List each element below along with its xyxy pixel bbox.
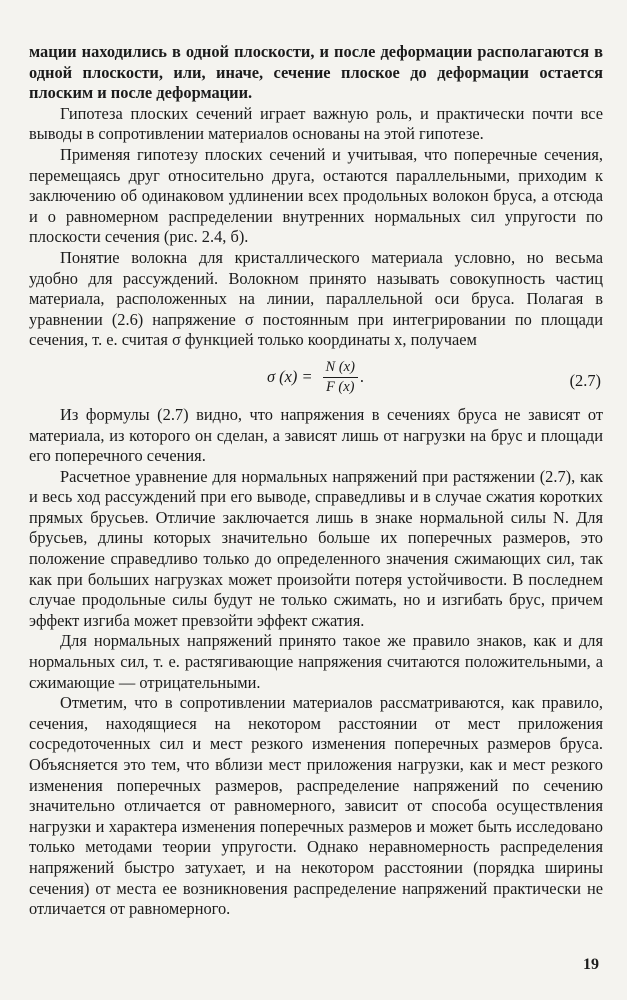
paragraph-stress-concentration: Отметим, что в сопротивлении материалов рассматриваются, как правило, сечения, находящиеся на некотором расстоянии от мест приложения сосредоточенных сил и мест резкого изменения поперечных размеров бруса. Объясняется это тем, что вблизи мест приложения нагрузки, как и мест резкого изменения поперечных размеров, распределение напряжений по сечению значительно отличается от равномерного, зависит от способа осуществления нагрузки и характера изменения поперечных размеров и может быть исследовано только методами теории упругости. Однако неравномерность распределения напряжений быстро затухает, и на некотором расстоянии (порядка ширины сечения) от места ее возникновения распределение напряжений практически не отличается от равномерного. bbox=[29, 693, 603, 919]
equation-number: (2.7) bbox=[569, 370, 601, 390]
paragraph-fiber-concept: Понятие волокна для кристаллического материала условно, но весьма удобно для рассуждений. Волокном принято называть совокупность частиц материала, расположенных на линии, параллельной оси бруса. Полагая в уравнении (2.6) напряжение σ постоянным при интегрировании по площади сечения, т. е. считая σ функцией только координаты x, получаем bbox=[29, 247, 603, 350]
formula-fraction bbox=[323, 359, 358, 396]
page-number: 19 bbox=[583, 956, 599, 973]
formula-numerator: N (x) bbox=[323, 359, 358, 378]
formula-expression bbox=[267, 359, 364, 396]
paragraph-hypothesis-role: Гипотеза плоских сечений играет важную роль, и практически почти все выводы в сопротивлении материалов основаны на этой гипотезе. bbox=[29, 103, 603, 144]
paragraph-continuation: мации находились в одной плоскости, и после деформации располагаются в одной плоскости, или, иначе, сечение плоское до деформации остается плоским и после деформации. bbox=[29, 42, 603, 103]
page-body bbox=[29, 42, 603, 920]
paragraph-compression: Расчетное уравнение для нормальных напряжений при растяжении (2.7), как и весь ход рассуждений при его выводе, справедливы и в случае сжатия коротких прямых брусьев. Отличие заключается лишь в знаке нормальной силы N. Для брусьев, длины которых значительно больше их поперечных размеров, это положение справедливо только до определенного значения сжимающих сил, так как при больших нагрузках может произойти потеря устойчивости. В последнем случае продольные силы будут не только сжимать, но и изгибать брус, причем эффект изгиба может превзойти эффект сжатия. bbox=[29, 466, 603, 630]
formula-2-7 bbox=[29, 351, 603, 405]
formula-lhs: σ (x) = bbox=[267, 367, 313, 387]
formula-period: . bbox=[359, 367, 365, 387]
paragraph-formula-conclusion: Из формулы (2.7) видно, что напряжения в сечениях бруса не зависят от материала, из которого он сделан, а зависят лишь от нагрузки на брус и площади его поперечного сечения. bbox=[29, 404, 603, 466]
paragraph-uniform-distribution: Применяя гипотезу плоских сечений и учитывая, что поперечные сечения, перемещаясь друг относительно друга, остаются параллельными, приходим к заключению об одинаковом удлинении всех продольных волокон бруса, а отсюда и о равномерном распределении внутренних нормальных сил упругости по плоскости сечения (рис. 2.4, б). bbox=[29, 144, 603, 247]
paragraph-sign-rule: Для нормальных напряжений принято такое же правило знаков, как и для нормальных сил, т. е. растягивающие напряжения считаются положительными, а сжимающие — отрицательными. bbox=[29, 631, 603, 692]
formula-denominator: F (x) bbox=[325, 378, 355, 395]
